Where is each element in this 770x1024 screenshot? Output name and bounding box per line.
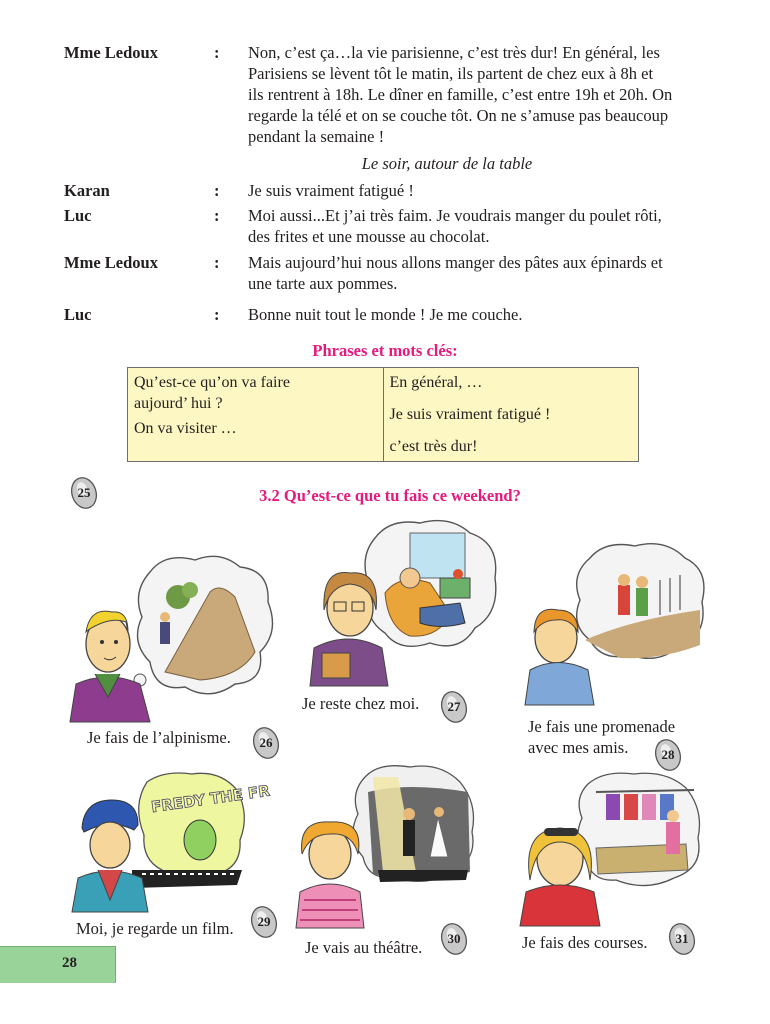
activity-caption [87, 727, 231, 748]
audio-track-badge [252, 726, 280, 760]
colon: : [214, 181, 220, 200]
audio-track-badge [440, 922, 468, 956]
text-line: regarde la télé et on se couche tôt. On ne s’amuse pas beaucoup [248, 106, 669, 125]
speaker-name: Karan [64, 181, 110, 200]
stay-home-illustration [300, 518, 500, 686]
caption-text: Je vais au théâtre. [305, 938, 423, 957]
dialogue-text [248, 304, 708, 325]
text-line: Mais aujourd’hui nous allons manger des pâtes aux épinards et [248, 253, 663, 272]
dialogue-text [248, 205, 708, 247]
keywords-left-cell [128, 368, 384, 462]
track-number: 31 [675, 931, 689, 946]
text-line: Parisiens se lèvent tôt le matin, ils partent de chez eux à 8h et [248, 64, 654, 83]
colon: : [214, 43, 220, 62]
text-line: ils rentrent à 18h. Le dîner en famille, c’est entre 19h et 20h. On [248, 85, 673, 104]
shopping-illustration [516, 770, 704, 926]
text-line: des frites et une mousse au chocolat. [248, 227, 490, 246]
dialogue-text [248, 42, 708, 147]
track-number: 30 [447, 931, 461, 946]
theatre-illustration [288, 762, 480, 928]
page-number: 28 [62, 955, 77, 971]
colon: : [214, 305, 220, 324]
caption-text: Je fais une promenade [528, 717, 676, 736]
track-number: 25 [77, 485, 91, 500]
keyword-phrase: aujourd’ hui ? [134, 395, 223, 412]
track-number: 26 [259, 735, 273, 750]
dialogue-text [248, 180, 708, 201]
activity-caption [76, 918, 234, 939]
audio-track-badge [440, 690, 468, 724]
speaker-name: Mme Ledoux [64, 43, 158, 62]
caption-text: Je fais des courses. [522, 933, 648, 952]
colon: : [214, 253, 220, 272]
speaker-name: Luc [64, 305, 92, 324]
page-number-tab [0, 946, 116, 983]
watch-film-illustration [72, 770, 271, 912]
audio-track-badge [668, 922, 696, 956]
audio-track-badge [654, 738, 682, 772]
dialogue-text [248, 252, 708, 294]
activity-caption [305, 937, 422, 958]
scene-direction: Le soir, autour de la table [361, 154, 533, 173]
text-line: Non, c’est ça…la vie parisienne, c’est très dur! En général, les [248, 43, 660, 62]
keywords-title: Phrases et mots clés: [312, 341, 458, 360]
text-line: Moi aussi...Et j’ai très faim. Je voudrais manger du poulet rôti, [248, 206, 662, 225]
keyword-phrase: On va visiter … [134, 420, 237, 437]
text-line: Bonne nuit tout le monde ! Je me couche. [248, 305, 523, 324]
track-number: 27 [447, 699, 461, 714]
text-line: une tarte aux pommes. [248, 274, 398, 293]
keywords-right-cell [383, 368, 639, 462]
keyword-phrase: Qu’est-ce qu’on va faire [134, 374, 290, 391]
caption-text: Moi, je regarde un film. [76, 919, 234, 938]
track-number: 29 [257, 914, 271, 929]
caption-text: Je reste chez moi. [302, 694, 420, 713]
keyword-phrase: Je suis vraiment fatigué ! [389, 406, 551, 423]
walk-with-friends-illustration [510, 540, 710, 705]
track-number: 28 [661, 747, 675, 762]
keyword-phrase: En général, … [389, 374, 483, 391]
speaker-name: Mme Ledoux [64, 253, 158, 272]
speaker-name: Luc [64, 206, 92, 225]
colon: : [214, 206, 220, 225]
keyword-phrase: c’est très dur! [389, 438, 478, 455]
section-title: 3.2 Qu’est-ce que tu fais ce weekend? [259, 486, 521, 505]
activity-caption [522, 932, 648, 953]
text-line: Je suis vraiment fatigué ! [248, 181, 414, 200]
caption-text: Je fais de l’alpinisme. [87, 728, 231, 747]
poster-text: FREDY THE FR [150, 781, 271, 817]
activity-caption [302, 693, 419, 714]
text-line: pendant la semaine ! [248, 127, 385, 146]
keywords-table [127, 367, 639, 462]
mountaineering-illustration [70, 552, 280, 722]
caption-text: avec mes amis. [528, 738, 629, 757]
audio-track-badge [250, 905, 278, 939]
